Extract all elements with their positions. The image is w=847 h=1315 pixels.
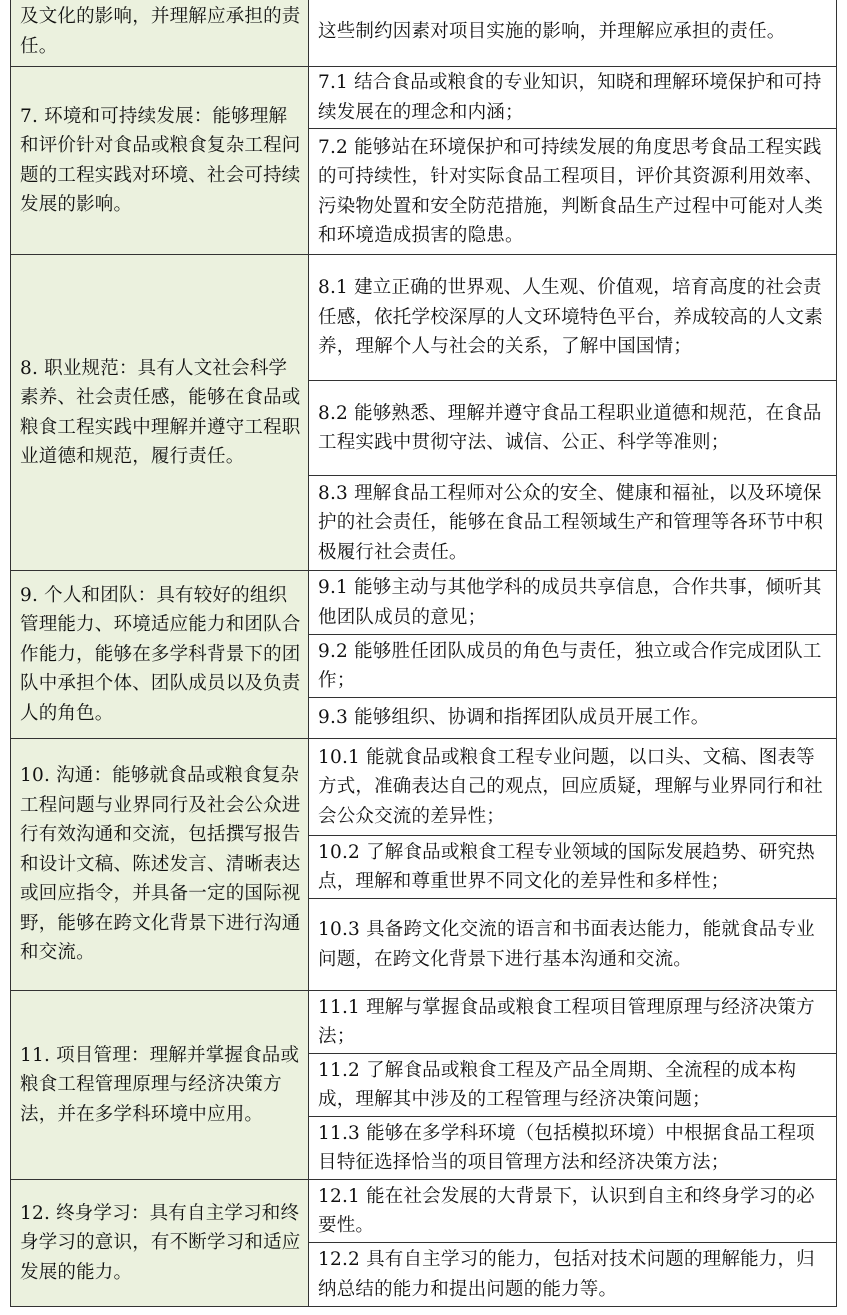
- indicator-cell: 8.2 能够熟悉、理解并遵守食品工程职业道德和规范，在食品工程实践中贯彻守法、诚信、公正、科学等准则；: [309, 381, 837, 476]
- requirement-cell: 10. 沟通：能够就食品或粮食复杂工程问题与业界同行及社会公众进行有效沟通和交流，包括撰写报告和设计文稿、陈述发言、清晰表达或回应指令，并具备一定的国际视野，能够在跨文化背景下进行沟通和交流。: [11, 739, 309, 991]
- indicator-cell: 11.2 了解食品或粮食工程及产品全周期、全流程的成本构成，理解其中涉及的工程管理与经济决策问题；: [309, 1054, 837, 1117]
- indicator-cell: 12.1 能在社会发展的大背景下，认识到自主和终身学习的必要性。: [309, 1180, 837, 1243]
- indicator-cell: 12.2 具有自主学习的能力，包括对技术问题的理解能力，归纳总结的能力和提出问题的能力等。: [309, 1243, 837, 1307]
- table-row: [11, 739, 837, 836]
- indicator-cell: 11.1 理解与掌握食品或粮食工程项目管理原理与经济决策方法；: [309, 991, 837, 1054]
- indicator-cell: 10.2 了解食品或粮食工程专业领域的国际发展趋势、研究热点，理解和尊重世界不同文化的差异性和多样性；: [309, 836, 837, 899]
- indicator-cell: 9.3 能够组织、协调和指挥团队成员开展工作。: [309, 698, 837, 739]
- requirement-cell: 12. 终身学习：具有自主学习和终身学习的意识，有不断学习和适应发展的能力。: [11, 1180, 309, 1307]
- indicator-cell: 10.1 能就食品或粮食工程专业问题，以口头、文稿、图表等方式，准确表达自己的观点，回应质疑，理解与业界同行和社会公众交流的差异性；: [309, 739, 837, 836]
- table-row: [11, 0, 837, 67]
- requirement-cell: 11. 项目管理：理解并掌握食品或粮食工程管理原理与经济决策方法，并在多学科环境中应用。: [11, 991, 309, 1180]
- table-row: [11, 571, 837, 635]
- table-row: [11, 67, 837, 129]
- indicator-cell: 7.2 能够站在环境保护和可持续发展的角度思考食品工程实践的可持续性，针对实际食品工程项目，评价其资源利用效率、污染物处置和安全防范措施，判断食品生产过程中可能对人类和环境造成损害的隐患。: [309, 129, 837, 255]
- indicator-cell: 7.1 结合食品或粮食的专业知识，知晓和理解环境保护和可持续发展在的理念和内涵；: [309, 67, 837, 129]
- requirement-cell: 8. 职业规范：具有人文社会科学素养、社会责任感，能够在食品或粮食工程实践中理解并遵守工程职业道德和规范，履行责任。: [11, 255, 309, 571]
- indicator-cell: 9.1 能够主动与其他学科的成员共享信息，合作共事，倾听其他团队成员的意见；: [309, 571, 837, 635]
- graduation-requirements-table: [10, 0, 837, 1307]
- requirement-cell: 9. 个人和团队：具有较好的组织管理能力、环境适应能力和团队合作能力，能够在多学科背景下的团队中承担个体、团队成员以及负责人的角色。: [11, 571, 309, 739]
- indicator-cell: 8.3 理解食品工程师对公众的安全、健康和福祉，以及环境保护的社会责任，能够在食品工程领域生产和管理等各环节中积极履行社会责任。: [309, 476, 837, 571]
- table-row: [11, 991, 837, 1054]
- requirement-cell: 7. 环境和可持续发展：能够理解和评价针对食品或粮食复杂工程问题的工程实践对环境、社会可持续发展的影响。: [11, 67, 309, 255]
- indicator-cell: 10.3 具备跨文化交流的语言和书面表达能力，能就食品专业问题，在跨文化背景下进行基本沟通和交流。: [309, 899, 837, 991]
- indicator-cell: 11.3 能够在多学科环境（包括模拟环境）中根据食品工程项目特征选择恰当的项目管理方法和经济决策方法；: [309, 1117, 837, 1180]
- requirement-cell: 及文化的影响，并理解应承担的责任。: [11, 0, 309, 67]
- table-row: [11, 255, 837, 381]
- table-row: [11, 1180, 837, 1243]
- indicator-cell: 8.1 建立正确的世界观、人生观、价值观，培育高度的社会责任感，依托学校深厚的人文环境特色平台，养成较高的人文素养，理解个人与社会的关系，了解中国国情；: [309, 255, 837, 381]
- indicator-cell: 这些制约因素对项目实施的影响，并理解应承担的责任。: [309, 0, 837, 67]
- indicator-cell: 9.2 能够胜任团队成员的角色与责任，独立或合作完成团队工作；: [309, 635, 837, 698]
